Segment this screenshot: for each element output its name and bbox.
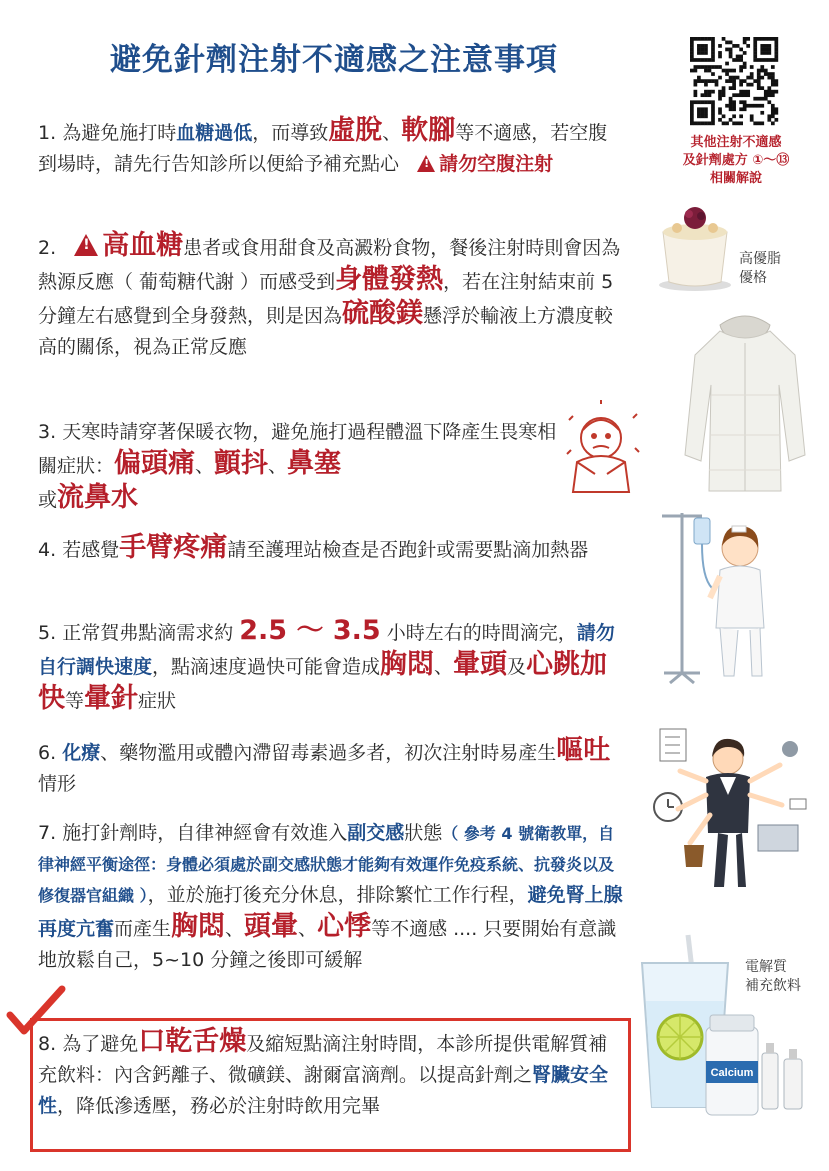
yogurt-caption-line: 高優脂	[739, 251, 781, 267]
item-number: 4.	[38, 539, 57, 561]
qr-caption	[662, 134, 810, 188]
item-text: 或	[38, 489, 58, 511]
item-number: 3.	[38, 421, 57, 443]
item-number: 5.	[38, 622, 57, 644]
item-text: 而產生	[114, 918, 172, 940]
warning-icon	[74, 234, 98, 256]
emphasis-red: 身體發熱	[335, 264, 444, 295]
item-text: 正常賀弗點滴需求約	[62, 622, 234, 644]
item-6	[38, 735, 623, 800]
nurse-iv-icon	[650, 508, 780, 688]
emphasis-red: 硫酸鎂	[342, 298, 424, 329]
item-2	[38, 230, 623, 363]
emphasis-red: 高血糖	[102, 230, 184, 261]
item-text: 、	[382, 122, 402, 144]
item-7	[38, 818, 623, 976]
warning-icon	[417, 155, 435, 172]
item-text: ，點滴速度過快可能會造成	[152, 656, 381, 678]
item-number: 2.	[38, 237, 57, 259]
item-text: 請至護理站檢查是否跑針或需要點滴加熱器	[227, 539, 589, 561]
item-text: 、	[268, 455, 288, 477]
qr-code[interactable]	[690, 37, 778, 125]
winter-coat-icon	[675, 305, 815, 495]
yogurt-caption-line: 優格	[739, 270, 767, 286]
emphasis-red: 偏頭痛	[114, 448, 196, 479]
item-text: 為避免施打時	[62, 122, 177, 144]
item-1	[38, 115, 623, 180]
item-text: 等不適感 .... 只要開始有意識地放鬆自己，5~10 分鐘之後即可緩解	[38, 918, 617, 971]
item-text: ，降低滲透壓，務必於注射時飲用完畢	[57, 1095, 381, 1117]
item-text: 、	[298, 918, 318, 940]
item-text: 為了避免	[62, 1033, 139, 1055]
item-text: 施打針劑時，自律神經會有效進入	[62, 822, 348, 844]
emphasis-blue: 腎臟安全性	[38, 1064, 609, 1117]
item-text: ，而導致	[252, 122, 329, 144]
emphasis-red: 2.5 ～ 3.5	[239, 615, 381, 646]
item-text: 、	[434, 656, 454, 678]
item-number: 6.	[38, 742, 57, 764]
item-number: 7.	[38, 822, 57, 844]
item-text: 狀態	[404, 822, 443, 844]
calcium-label: Calcium	[710, 1067, 754, 1079]
item-text: 等	[65, 690, 85, 712]
item-text: 、藥物濫用或體內滯留毒素過多者，初次注射時易產生	[100, 742, 557, 764]
item-text: 症狀	[138, 690, 177, 712]
page-title: 避免針劑注射不適感之注意事項	[110, 42, 558, 78]
item-5	[38, 615, 623, 717]
item-8	[38, 1026, 623, 1122]
emphasis-blue: 副交感	[347, 822, 405, 844]
qr-caption-line: 其他注射不適感	[690, 135, 782, 150]
reference-note: （ 參考 4 號衛教單，自律神經平衡途徑：身體必須處於副交感狀態才能夠有效運作免疫系統、抗發炎以及修復器官組織 ）	[38, 824, 615, 905]
item-text: 懸浮於輸液上方濃度較高的關係，視為正常反應	[38, 305, 614, 358]
item-4	[38, 532, 623, 566]
check-mark-icon	[6, 985, 66, 1045]
item-text: 等不適感，若空腹到場時，請先行告知診所以便給予補充點心	[38, 122, 608, 175]
emphasis-red: 心悸	[317, 911, 372, 942]
item-text: ，若在注射結束前 5 分鐘左右感覺到全身發熱，則是因為	[38, 271, 614, 327]
item-text: 小時左右的時間滴完，	[386, 622, 577, 644]
item-text: 患者或食用甜食及高澱粉食物，餐後注射時則會因為熱源反應（ 葡萄糖代謝 ）而感受到	[38, 237, 621, 293]
busy-woman-icon	[640, 715, 815, 895]
cold-person-icon	[563, 400, 643, 500]
emphasis-blue: 避免腎上腺再度亢奮	[38, 884, 623, 940]
item-text: 、	[195, 455, 215, 477]
emphasis-red: 軟腳	[401, 115, 456, 146]
drink-caption	[745, 958, 801, 996]
yogurt-icon	[655, 200, 735, 292]
warning-text: 請勿空腹注射	[439, 153, 554, 175]
item-text: 及	[507, 656, 527, 678]
emphasis-red: 鼻塞	[287, 448, 342, 479]
emphasis-red: 口乾舌燥	[138, 1026, 247, 1057]
emphasis-blue: 請勿自行調快速度	[38, 622, 615, 678]
emphasis-blue: 血糖過低	[176, 122, 253, 144]
emphasis-blue: 化療	[62, 742, 101, 764]
item-text: 若感覺	[62, 539, 120, 561]
emphasis-red: 心跳加快	[38, 649, 608, 714]
yogurt-caption	[739, 250, 781, 288]
emphasis-red: 暈頭	[453, 649, 508, 680]
item-text: 、	[225, 918, 245, 940]
emphasis-red: 流鼻水	[57, 482, 139, 513]
item-text: 及縮短點滴注射時間，本診所提供電解質補充飲料：內含鈣離子、微礦鎂、謝爾富滴劑。以提高針劑之	[38, 1033, 608, 1086]
item-number: 8.	[38, 1033, 57, 1055]
emphasis-red: 顫抖	[214, 448, 269, 479]
drink-caption-line: 補充飲料	[745, 978, 801, 994]
emphasis-red: 胸悶	[171, 911, 226, 942]
emphasis-red: 虛脫	[328, 115, 383, 146]
item-text: 情形	[38, 773, 77, 795]
emphasis-red: 胸悶	[380, 649, 435, 680]
qr-caption-line: 及針劑處方 ①～⑬	[682, 153, 790, 168]
item-text: ，並於施打後充分休息，排除繁忙工作行程，	[147, 884, 528, 906]
emphasis-red: 頭暈	[244, 911, 299, 942]
emphasis-red: 暈針	[84, 683, 139, 714]
item-text: 天寒時請穿著保暖衣物，避免施打過程體溫下降產生畏寒相關症狀：	[38, 421, 557, 477]
item-3	[38, 417, 563, 516]
qr-caption-line: 相關解說	[709, 171, 762, 186]
drink-caption-line: 電解質	[745, 959, 787, 975]
emphasis-red: 嘔吐	[556, 735, 611, 766]
item-number: 1.	[38, 122, 57, 144]
emphasis-red: 手臂疼痛	[119, 532, 228, 563]
